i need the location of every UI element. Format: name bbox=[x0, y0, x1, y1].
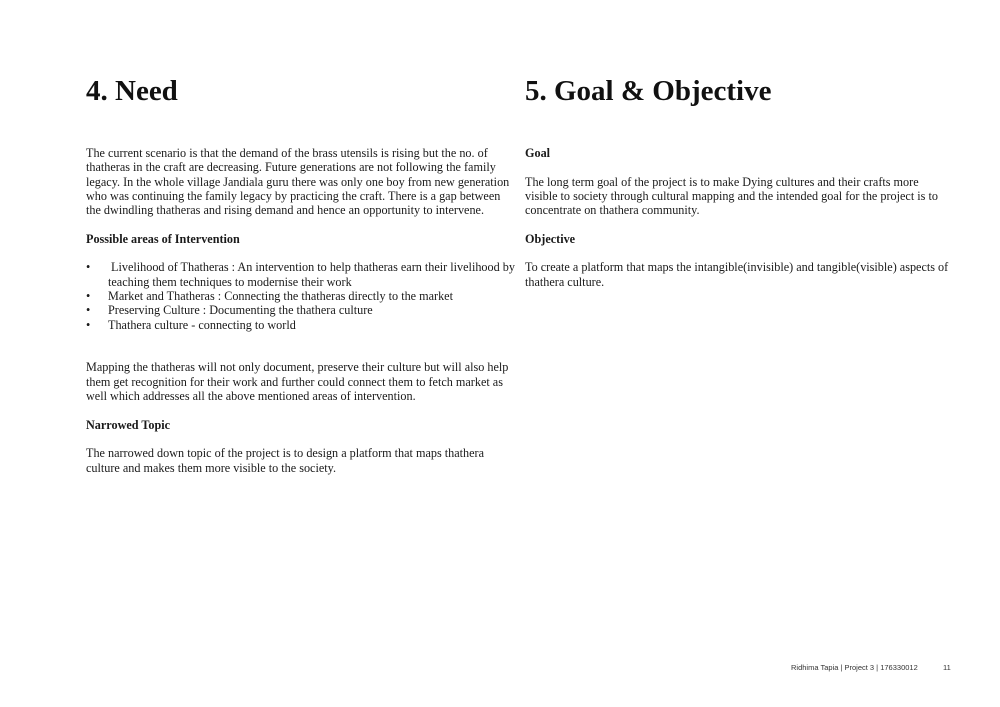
goal-title: Goal bbox=[525, 146, 551, 160]
need-heading: 4. Need bbox=[86, 75, 178, 107]
list-item: • Preserving Culture : Documenting the thathera culture bbox=[86, 303, 373, 318]
objective-title: Objective bbox=[525, 231, 576, 246]
narrowed-title: Narrowed Topic bbox=[86, 417, 171, 432]
need-body bbox=[86, 146, 516, 475]
bullet-icon: • bbox=[86, 288, 91, 303]
areas-title: Possible areas of Intervention bbox=[86, 231, 240, 246]
goal-paragraph: The long term goal of the project is to make Dying cultures and their crafts more visible to society through cultural mapping and the intended goal for the project is to concentrate on thathera community. bbox=[525, 174, 938, 218]
goal-body bbox=[525, 146, 950, 289]
mapping-paragraph: Mapping the thatheras will not only document, preserve their culture but will also help them get recognition for their work and further could connect them to fetch market as well which addresses all the above mentioned areas of intervention. bbox=[86, 360, 509, 404]
goal-heading: 5. Goal & Objective bbox=[525, 75, 772, 107]
objective-paragraph: To create a platform that maps the intangible(invisible) and tangible(visible) aspects of thathera culture. bbox=[525, 260, 949, 289]
bullet-icon: • bbox=[86, 260, 91, 275]
list-item: • Thathera culture - connecting to world bbox=[86, 317, 296, 332]
list-item: • Livelihood of Thatheras : An intervention to help thatheras earn their livelihood by teaching them techniques to modernise their work bbox=[86, 260, 518, 289]
page-number: 11 bbox=[943, 663, 951, 672]
bullet-icon: • bbox=[86, 303, 91, 318]
need-intro: The current scenario is that the demand of the brass utensils is rising but the no. of thatheras in the craft are decreasing. Future generations are not following the family legacy. In the whole village Jandiala guru there was only one boy from new generation who was continuing the family legacy by practicing the craft. There is a gap between the dwindling thatheras and rising demand and hence an opportunity to intervene. bbox=[86, 146, 510, 218]
list-item: • Market and Thatheras : Connecting the thatheras directly to the market bbox=[86, 288, 453, 303]
bullet-icon: • bbox=[86, 317, 91, 332]
areas-list bbox=[86, 260, 516, 331]
narrowed-paragraph: The narrowed down topic of the project is to design a platform that maps thathera culture and makes them more visible to the society. bbox=[86, 446, 485, 475]
footer-credit: Ridhima Tapia | Project 3 | 176330012 bbox=[791, 663, 918, 672]
